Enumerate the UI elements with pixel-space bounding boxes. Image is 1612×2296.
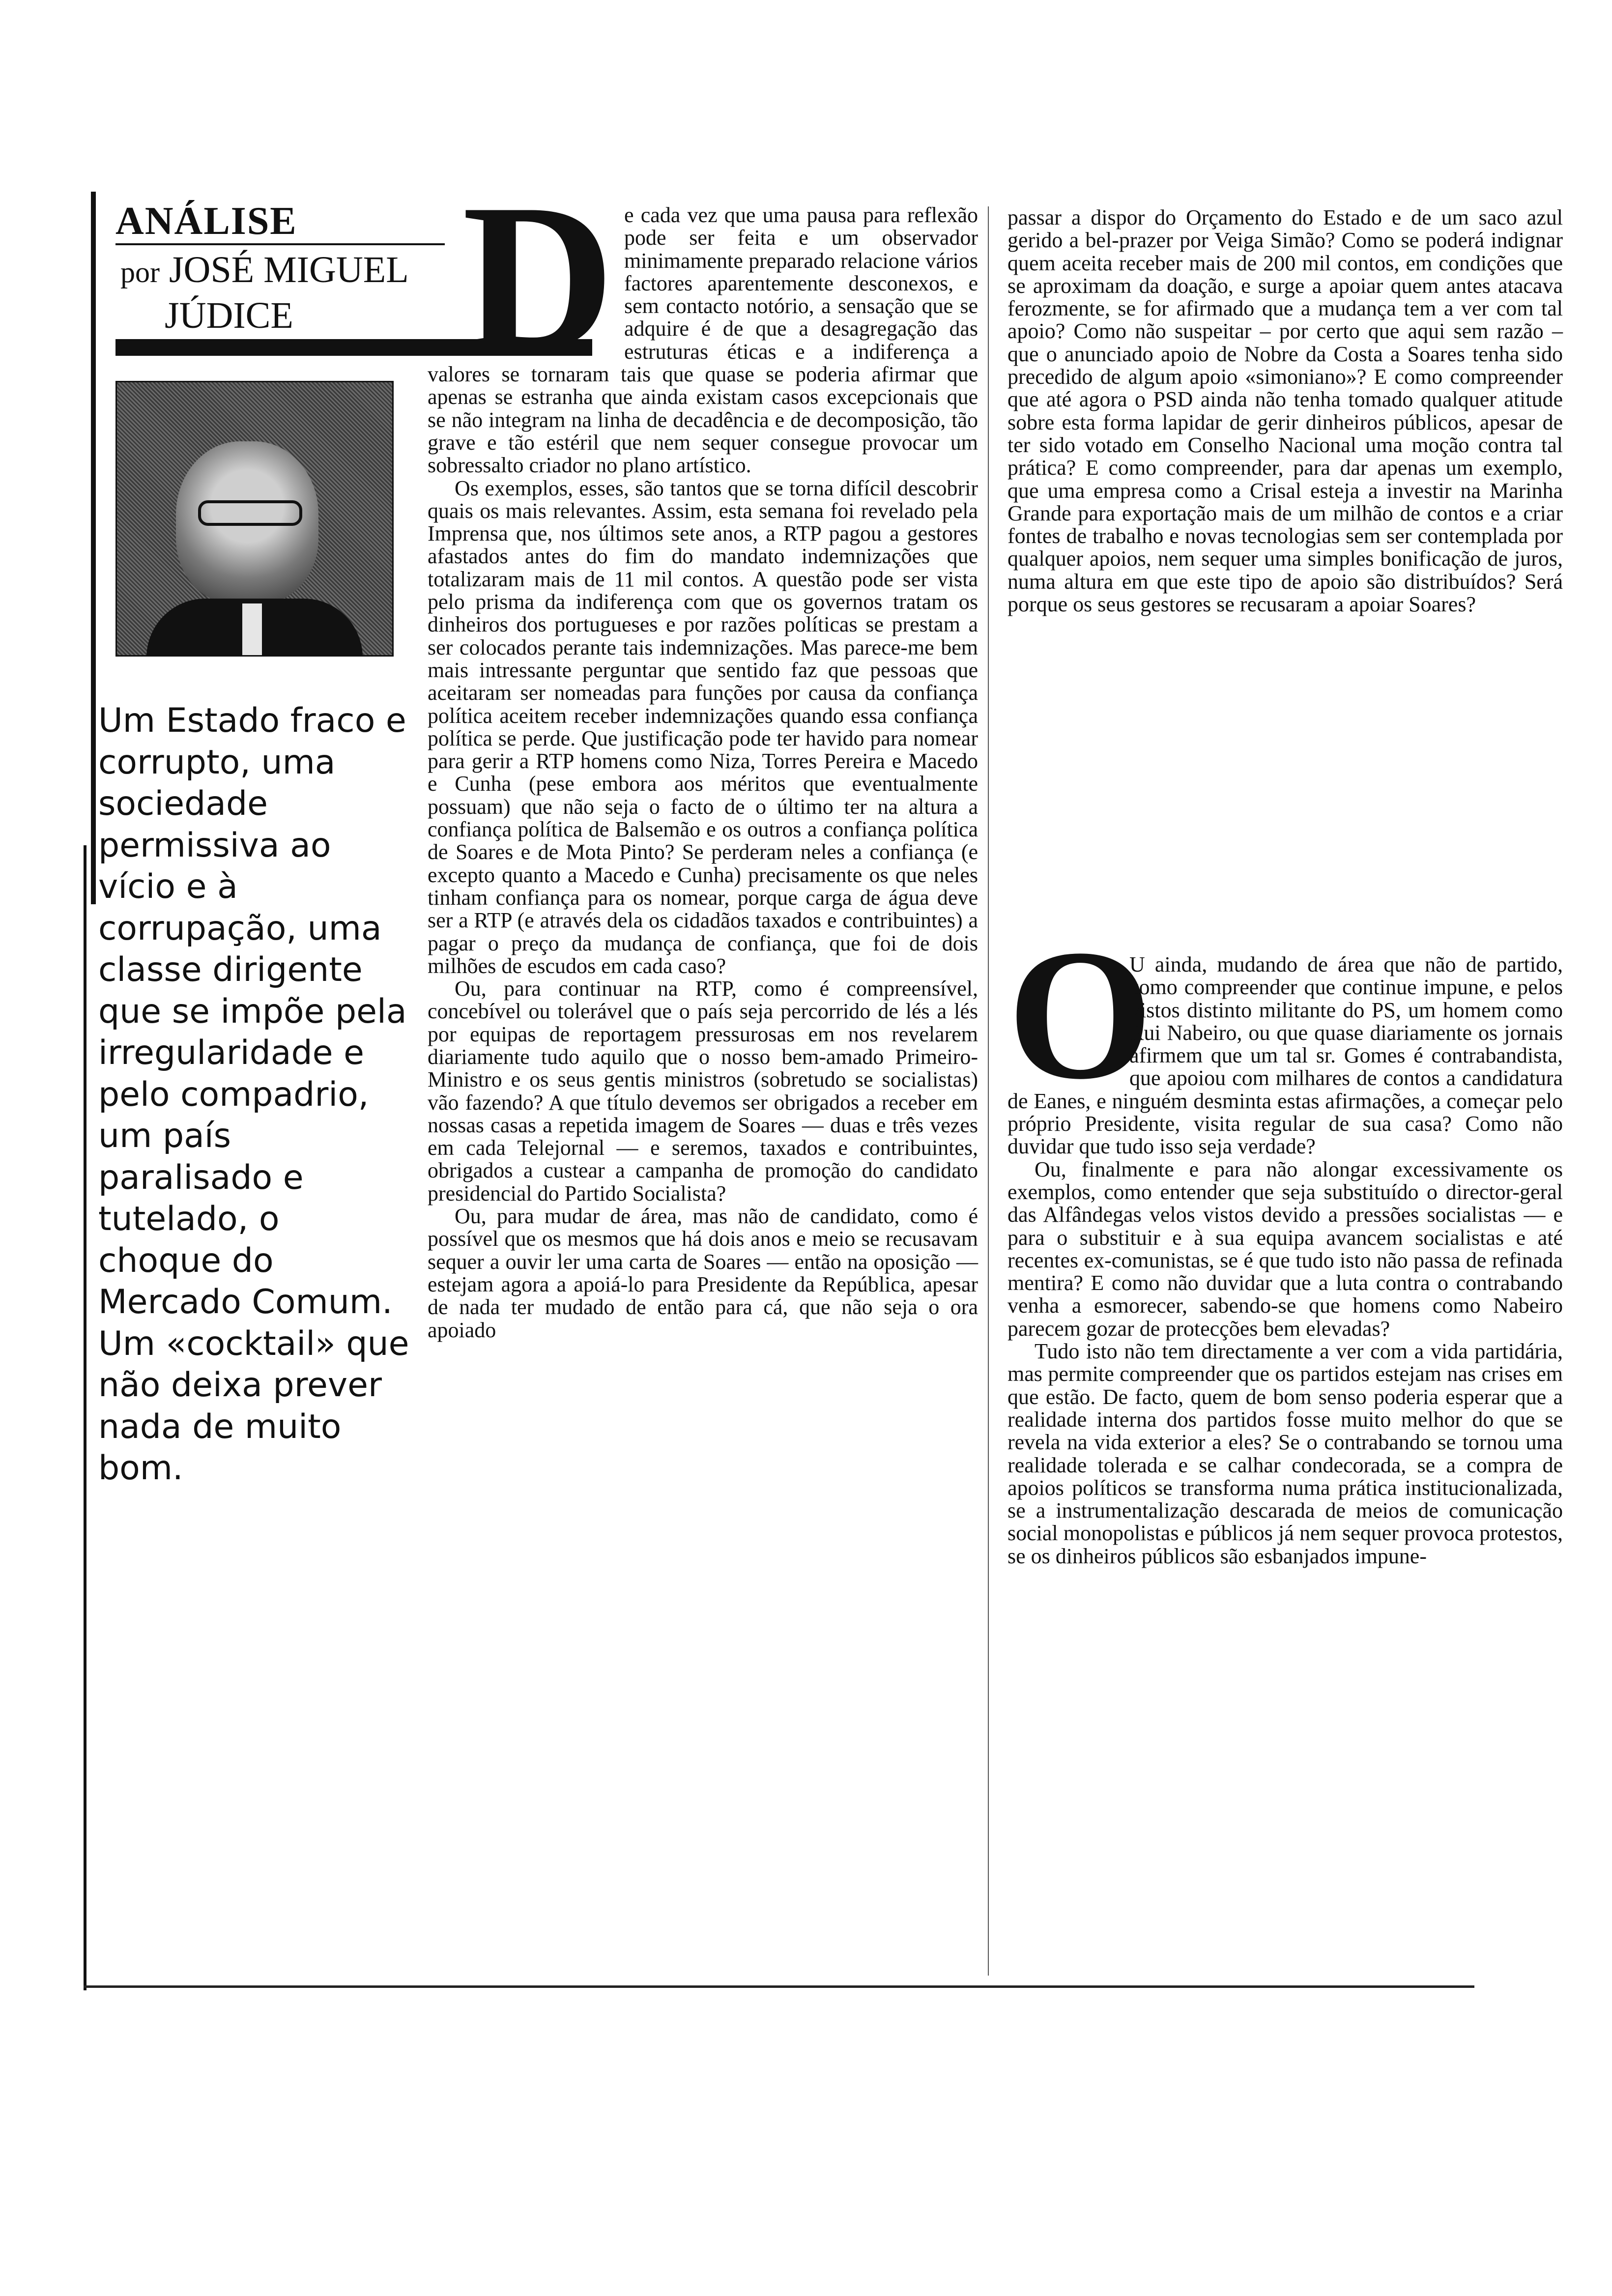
paragraph-4: Ou, para mudar de área, mas não de candidato, como é possível que os mesmos que há dois anos e meio se recusavam sequer a ouvir ler uma carta de Soares — então na oposição — estejam agora a apoiá-lo para Presidente da República, apesar de nada ter mudado de então para cá, que não seja o ora apoiado — [428, 1204, 978, 1342]
drop-cap-o: O — [1008, 911, 1153, 1118]
author-tie — [242, 603, 262, 657]
left-vertical-rule-top — [91, 192, 96, 904]
author-glasses — [198, 500, 302, 526]
paragraph-1: e cada vez que uma pausa para reflexão pode ser feita e um observador minimamente preparado relacione vários factores aparentemente desconexos, e sem contacto notório, a sensação que se adquire é de que a desagregação das estruturas éticas e a indiferença a valores se tornaram tais que quase se poderia afirmar que apenas se estranha que ainda existam casos excepcionais que se não integram na linha de decadência e de decomposição, tão grave e tão estéril que nem sequer consegue provocar um sobressalto criador no plano artístico. — [428, 203, 978, 478]
pull-quote: Um Estado fraco e corrupto, uma sociedade permissiva ao vício e à corrupação, uma classe dirigente que se impõe pela irregularidade e pelo compadrio, um país paralisado e tutelado, o choque do Mercado Comum. Um «cocktail» que não deixa prever nada de muito bom. — [98, 701, 409, 1488]
article-column-2 — [1008, 206, 1563, 616]
paragraph-7: Ou, finalmente e para não alongar excessivamente os exemplos, como entender que seja substituído o director-geral das Alfândegas velos vistos devido a pressões socialistas — e para o substituir e à sua equipa avancem socialistas e até recentes ex-comunistas, se é que tudo isto não passa de refinada mentira? E como não duvidar que a luta contra o contrabando venha a esmorecer, sabendo-se que homens como Nabeiro parecem gozar de protecções bem elevadas? — [1008, 1157, 1563, 1341]
author-name-line1: JOSÉ MIGUEL — [169, 249, 409, 290]
author-name-line2: JÚDICE — [165, 295, 293, 336]
byline-prefix: por — [120, 256, 160, 288]
column-separator — [988, 206, 989, 1976]
paragraph-3: Ou, para continuar na RTP, como é compreensível, concebível ou tolerável que o país seja percorrido de lés a lés por equipas de reportagem pressurosas em nos revelarem diariamente tudo aquilo que o nosso bem-amado Primeiro-Ministro e os seus gentis ministros (sobretudo se socialistas) vão fazendo? A que título devemos ser obrigados a receber em nossas casas a repetida imagem de Soares — duas e três vezes em cada Telejornal — e seremos, taxados e contribuintes, obrigados a custear a campanha de promoção do candidato presidencial do Partido Socialista? — [428, 976, 978, 1205]
article-column-1 — [428, 161, 978, 1342]
left-vertical-rule-bottom — [84, 845, 86, 1990]
author-photo — [115, 381, 394, 657]
article-column-3 — [1008, 911, 1563, 1568]
kicker-underline — [115, 243, 445, 245]
bottom-rule — [84, 1985, 1474, 1988]
paragraph-2: Os exemplos, esses, são tantos que se torna difícil descobrir quais os mais relevantes. Assim, esta semana foi revelado pela Imprensa que, nos últimos sete anos, a RTP pagou a gestores afastados antes do fim do mandato indemnizações que totalizaram mais de 11 mil contos. A questão pode ser vista pelo prisma da indiferença com que os governos tratam os dinheiros dos portugueses e por razões políticas se prestam a ser colocados perante tais indemnizações. Mas parece-me bem mais intressante perguntar que sentido faz que pessoas que aceitaram ser nomeadas para funções por causa da confiança política aceitem receber indemnizações quando essa confiança política se perde. Que justificação pode ter havido para nomear para gerir a RTP homens como Niza, Torres Pereira e Macedo e Cunha (pese embora aos méritos que eventualmente possuam) que não seja o facto de o último ter na altura a confiança política de Balsemão e os outros a confiança política de Soares e de Mota Pinto? Se perderam neles a confiança (e excepto quanto a Macedo e Cunha) precisamente os que neles tinham confiança para os nomear, porque carga de água deve ser a RTP (e através dela os cidadãos taxados e contribuintes) a pagar o preço da mudança de confiança, que foi de dois milhões de escudos em cada caso? — [428, 476, 978, 978]
paragraph-6: U ainda, mudando de área que não de partido, como compreender que continue impune, e pelos vistos distinto militante do PS, um homem como Rui Nabeiro, ou que quase diariamente os jornais afirmem que um tal sr. Gomes é contrabandista, que apoiou com milhares de contos a candidatura de Eanes, e ninguém desminta estas afirmações, a começar pelo próprio Presidente, visita regular de sua casa? Como não duvidar que tudo isso seja verdade? — [1008, 952, 1563, 1159]
byline — [120, 248, 435, 337]
paragraph-8: Tudo isto não tem directamente a ver com a vida partidária, mas permite compreender que os partidos estejam nas crises em que estão. De facto, quem de bom senso poderia esperar que a realidade interna dos partidos fosse muito melhor do que se revela na vida exterior a eles? Se o contrabando se tornou uma realidade tolerada e se calhar condecorada, se a compra de apoios políticos se transforma numa prática institucionalizada, se a instrumentalização descarada de meios de comunicação social monopolistas e públicos já nem sequer provoca protestos, se os dinheiros públicos são esbanjados impune- — [1008, 1339, 1563, 1568]
drop-cap-d: D — [462, 161, 615, 395]
section-kicker: ANÁLISE — [115, 200, 297, 243]
paragraph-5: passar a dispor do Orçamento do Estado e de um saco azul gerido a bel-prazer por Veiga Simão? Como se poderá indignar quem aceita receber mais de 200 mil contos, em condições que se aproximam da doação, e surge a apoiar quem antes atacava ferozmente, se for afirmado que a mudança tem a ver com tal apoio? Como não suspeitar – por certo que aqui sem razão – que o anunciado apoio de Nobre da Costa a Soares tenha sido precedido de algum apoio «simoniano»? E como compreender que até agora o PSD ainda não tenha tomado qualquer atitude sobre esta forma lapidar de gerir dinheiros públicos, apesar de ter sido votado em Conselho Nacional uma moção contra tal prática? E como compreender, para dar apenas um exemplo, que uma empresa como a Crisal esteja a investir na Marinha Grande para exportação mais de um milhão de contos e a criar fontes de trabalho e novas tecnologias sem ser contemplada por qualquer apoios, nem sequer uma simples bonificação de juros, numa altura em que este tipo de apoio são distribuídos? Será porque os seus gestores se recusaram a apoiar Soares? — [1008, 205, 1563, 617]
